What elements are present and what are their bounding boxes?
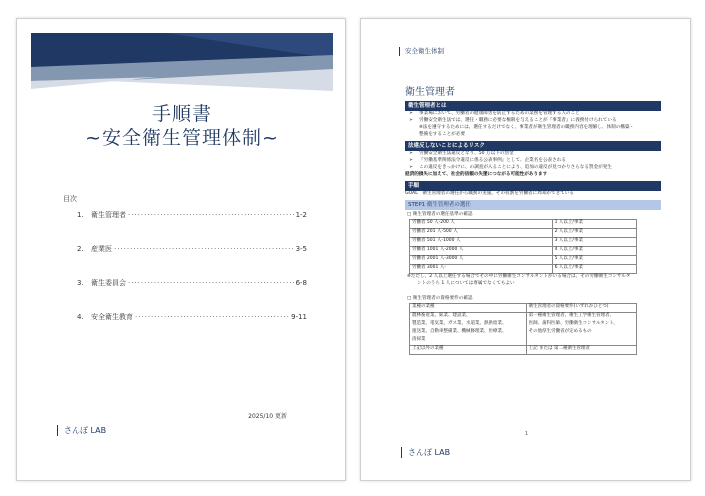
toc-item[interactable] (77, 278, 307, 288)
table-cell: 運送業、自動車整備業、機械修理業、医療業、 (410, 329, 527, 337)
section-heading: 法違反しないことによるリスク (405, 141, 661, 151)
toc-heading: 目次 (63, 195, 77, 203)
cover-decoration (17, 19, 346, 109)
appointment-criteria-table (409, 219, 637, 274)
table-row (410, 219, 637, 228)
bullet-text: 『労働基準関係法令違反に係る公表事例』として、企業名を公表される (419, 157, 566, 163)
table-row (410, 246, 637, 255)
toc-pages: 3-5 (295, 245, 307, 253)
table-note: ※ただし、2 人以上選任する場合でその中に労働衛生コンサルタントがいる場合は、その労働衛生コンサルタ (407, 273, 631, 279)
table-row (410, 237, 637, 246)
table-cell: 労働者 50 人-200 人 (410, 219, 553, 228)
section-title: 衛生管理者 (405, 87, 455, 98)
note-text: 整備をすることが必要 (419, 131, 465, 137)
table-row (410, 345, 637, 354)
section-heading: 手順 (405, 181, 661, 191)
update-date: 2025/10 更新 (248, 413, 287, 420)
table-cell (526, 337, 636, 346)
table-row (410, 264, 637, 273)
table-row (410, 312, 637, 321)
bullet-text: 事業場において、労働者の健康障害を防止するための業務を管理する人のこと (419, 111, 580, 117)
cover-title-line2: ~安全衛生管理体制~ (85, 127, 279, 149)
page-header: 安全衛生体制 (399, 47, 444, 56)
table-cell: 5 人以上/事業 (552, 255, 636, 264)
table-cell: 上記 または 第二種衛生管理者 (526, 345, 636, 354)
toc-pages: 6-8 (295, 279, 307, 287)
table-cell: 労働者 2001 人-3000 人 (410, 255, 553, 264)
toc-number: 1. (77, 211, 84, 219)
table-cell: 労働者 501 人-1000 人 (410, 237, 553, 246)
table-cell: 衛生管理者の資格要件(いずれかひとつ) (526, 303, 636, 312)
toc-number: 3. (77, 279, 84, 287)
risk-summary: 経済的損失に加えて、社会的信頼の失墜につながる可能性があります (405, 171, 548, 177)
bullet-text: 労働安全衛生法では、選任・職務に必要な権限を与えることが『事業者』に義務付けられている (419, 118, 617, 124)
bullet-item: ➢ 労働安全衛生法違反となり、50 万以下の罰金 (409, 151, 514, 157)
bullet-item: ➢ この違反をきっかけに、の調査が入ることにより、追加の違反が見つかりさらなる罰金が発生 (409, 164, 612, 170)
toc-item[interactable] (77, 244, 307, 254)
table-row (410, 329, 637, 337)
toc-pages: 1-2 (295, 211, 307, 219)
step-heading: STEP1 衛生管理者の選任 (405, 200, 661, 210)
table-note: ントのうち 1 人については専属でなくてもよい (417, 280, 515, 286)
table-cell: 労働者 201 人-500 人 (410, 228, 553, 237)
table-cell: 上記以外の業種 (410, 345, 527, 354)
table-row (410, 255, 637, 264)
toc-leader (135, 313, 289, 321)
table-cell: 清掃業 (410, 337, 527, 346)
table-cell: 製造業、電気業、ガス業、水道業、熱供給業、 (410, 321, 527, 329)
note-text: ※法を遵守するためには、選任するだけでなく、事業者が衛生管理者の職務内容を理解し、体制の構築・ (419, 125, 635, 131)
table-cell: 3 人以上/事業 (552, 237, 636, 246)
bullet-text: この違反をきっかけに、の調査が入ることにより、追加の違反が見つかりさらなる罰金が発生 (419, 164, 612, 170)
toc-label: 衛生管理者 (91, 211, 126, 219)
toc-leader (114, 245, 294, 253)
table-row (410, 303, 637, 312)
goal-text: GOAL 衛生管理者の選任から職務の実施、その役割を労働者に周知ができている (405, 190, 574, 196)
table-cell: 1 人以上/事業 (552, 219, 636, 228)
bullet-item: ➢ 『労働基準関係法令違反に係る公表事例』として、企業名を公表される (409, 157, 566, 163)
cover-page (16, 18, 346, 481)
table-cell: 2 人以上/事業 (552, 228, 636, 237)
checklist-heading: □ 衛生管理者の選任基準の確認 (407, 212, 473, 218)
toc-leader (128, 279, 294, 287)
bullet-item: ➢ 事業場において、労働者の健康障害を防止するための業務を管理する人のこと (409, 111, 580, 117)
table-cell: 労働者 1001 人-2000 人 (410, 246, 553, 255)
table-cell: 農林畜産業、鉱業、建設業、 (410, 312, 527, 321)
table-cell: 医師、歯科医師、労働衛生コンサルタント、 (526, 321, 636, 329)
section-heading: 衛生管理者とは (405, 101, 661, 111)
toc-leader (128, 211, 294, 219)
qualification-table (409, 303, 637, 355)
page-number: 1 (524, 431, 529, 437)
table-cell: 4 人以上/事業 (552, 246, 636, 255)
cover-title-line1: 手順書 (151, 103, 212, 125)
table-row (410, 228, 637, 237)
table-row (410, 337, 637, 346)
bullet-text: 労働安全衛生法違反となり、50 万以下の罰金 (419, 151, 514, 157)
toc-label: 安全衛生教育 (91, 313, 133, 321)
content-body (405, 99, 661, 355)
toc-label: 衛生委員会 (91, 279, 126, 287)
toc-item[interactable] (77, 210, 307, 220)
table-cell: 6 人以上/事業 (552, 264, 636, 273)
table-cell: 業種の業種 (410, 303, 527, 312)
content-page (360, 18, 691, 481)
toc-pages: 9-11 (291, 313, 307, 321)
table-cell: 労働者 3001 人- (410, 264, 553, 273)
table-cell: 第一種衛生管理者、衛生工学衛生管理者、 (526, 312, 636, 321)
footer-brand: さんぽ LAB (57, 425, 106, 436)
table-row (410, 321, 637, 329)
toc-item[interactable] (77, 312, 307, 322)
toc-number: 2. (77, 245, 84, 253)
checklist-heading: □ 衛生管理者の資格要件の確認 (407, 295, 473, 301)
toc-number: 4. (77, 313, 84, 321)
bullet-item: ➢ 労働安全衛生法では、選任・職務に必要な権限を与えることが『事業者』に義務付けられている (409, 118, 617, 124)
table-cell: その他厚生労働省が定めるもの (526, 329, 636, 337)
footer-brand: さんぽ LAB (401, 447, 450, 458)
toc-label: 産業医 (91, 245, 112, 253)
